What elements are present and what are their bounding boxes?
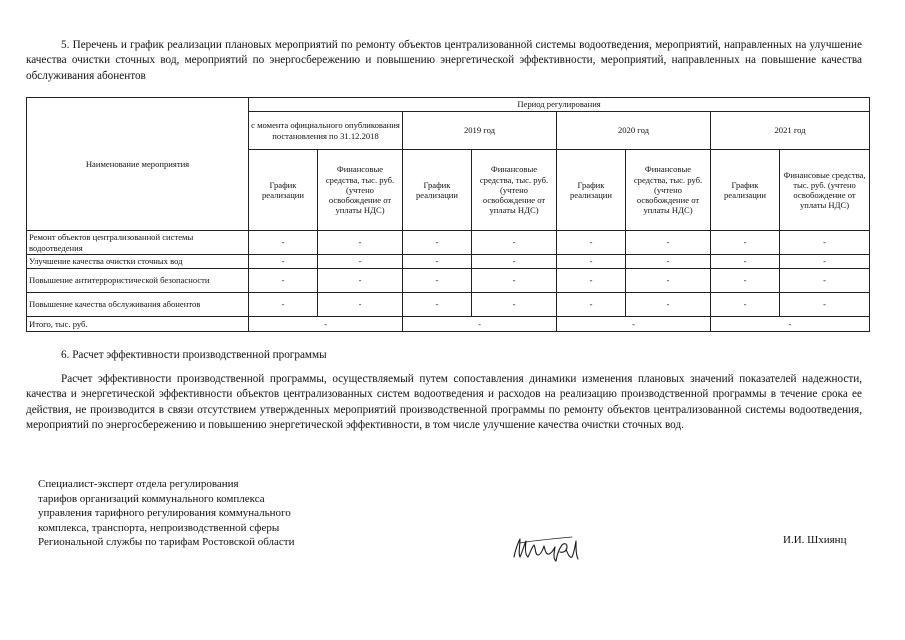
schedule-column-header: График реализации bbox=[557, 150, 626, 231]
section-6-text: Расчет эффективности производственной программы, осуществляемый путем сопоставления динамики изменения плановых значений показателей надежности, качества и энергетической эффективности объектов централизованных систем водоотведения и расходов на реализацию производственной программы в течение срока ее действия, не производится в связи отсутствием утвержденных мероприятий производственной программы по ремонту объектов централизованной системы водоотведения, мероприятий по энергосбережению и повышению энергетической эффективности, в том числе улучшение качества очистки сточных вод. bbox=[26, 373, 862, 431]
table-cell: - bbox=[403, 269, 472, 293]
table-cell: - bbox=[403, 293, 472, 317]
table-cell: - bbox=[472, 231, 557, 255]
table-row bbox=[27, 231, 870, 255]
signatory-line: Региональной службы по тарифам Ростовской области bbox=[38, 536, 295, 549]
table-cell: - bbox=[780, 269, 870, 293]
table-cell: - bbox=[711, 231, 780, 255]
period-header: Период регулирования bbox=[249, 98, 870, 112]
table-cell: - bbox=[780, 293, 870, 317]
name-column-header: Наименование мероприятия bbox=[27, 98, 249, 231]
table-cell: - bbox=[626, 269, 711, 293]
row-name: Улучшение качества очистки сточных вод bbox=[27, 255, 249, 269]
table-cell: - bbox=[403, 231, 472, 255]
table-cell: - bbox=[318, 269, 403, 293]
period-header-2021: 2021 год bbox=[711, 112, 870, 150]
table-cell: - bbox=[403, 255, 472, 269]
table-cell: - bbox=[557, 293, 626, 317]
table-cell: - bbox=[626, 231, 711, 255]
section-6-heading bbox=[26, 348, 862, 363]
row-name: Ремонт объектов централизованной системы водоотведения bbox=[27, 231, 249, 255]
table-cell: - bbox=[472, 255, 557, 269]
period-header-2019: 2019 год bbox=[403, 112, 557, 150]
total-cell: - bbox=[403, 317, 557, 332]
section-5-text: 5. Перечень и график реализации плановых мероприятий по ремонту объектов централизованной системы водоотведения, мероприятий, направленных на улучшение качества очистки сточных вод, мероприятий по энергосбережению и повышению энергетической эффективности, мероприятий, направленных на повышение качества обслуживания абонентов bbox=[26, 39, 862, 82]
schedule-column-header: График реализации bbox=[403, 150, 472, 231]
table-cell: - bbox=[249, 255, 318, 269]
table-cell: - bbox=[249, 269, 318, 293]
table-cell: - bbox=[318, 231, 403, 255]
signatory-line: Специалист-эксперт отдела регулирования bbox=[38, 478, 239, 490]
row-name: Повышение антитеррористической безопасности bbox=[27, 269, 249, 293]
table-cell: - bbox=[626, 293, 711, 317]
section-6-heading-text: 6. Расчет эффективности производственной программы bbox=[61, 349, 327, 361]
activities-table bbox=[26, 97, 870, 332]
table-cell: - bbox=[249, 231, 318, 255]
finance-column-header: Финансовые средства, тыс. руб. (учтено освобождение от уплаты НДС) bbox=[472, 150, 557, 231]
table-cell: - bbox=[318, 255, 403, 269]
table-cell: - bbox=[711, 255, 780, 269]
table-cell: - bbox=[249, 293, 318, 317]
table-cell: - bbox=[472, 269, 557, 293]
finance-column-header: Финансовые средства, тыс. руб. (учтено освобождение от уплаты НДС) bbox=[318, 150, 403, 231]
finance-column-header: Финансовые средства, тыс. руб. (учтено освобождение от уплаты НДС) bbox=[780, 150, 870, 231]
table-cell: - bbox=[711, 269, 780, 293]
total-row bbox=[27, 317, 870, 332]
table-cell: - bbox=[557, 231, 626, 255]
schedule-column-header: График реализации bbox=[249, 150, 318, 231]
signatory-line: тарифов организаций коммунального комплекса bbox=[38, 492, 265, 505]
period-header-2020: 2020 год bbox=[557, 112, 711, 150]
schedule-column-header: График реализации bbox=[711, 150, 780, 231]
table-cell: - bbox=[780, 255, 870, 269]
handwritten-signature bbox=[510, 531, 582, 565]
table-row bbox=[27, 255, 870, 269]
signatory-line: управления тарифного регулирования коммунального bbox=[38, 507, 291, 520]
table-cell: - bbox=[780, 231, 870, 255]
period-header-2018: с момента официального опубликования постановления по 31.12.2018 bbox=[249, 112, 403, 150]
table-row bbox=[27, 269, 870, 293]
table-row bbox=[27, 293, 870, 317]
total-label: Итого, тыс. руб. bbox=[27, 317, 249, 332]
signatory-line: комплекса, транспорта, непроизводственной сферы bbox=[38, 521, 280, 534]
finance-column-header: Финансовые средства, тыс. руб. (учтено освобождение от уплаты НДС) bbox=[626, 150, 711, 231]
table-cell: - bbox=[557, 269, 626, 293]
table-cell: - bbox=[318, 293, 403, 317]
section-6-paragraph bbox=[26, 372, 862, 433]
signatory-position bbox=[38, 477, 295, 550]
total-cell: - bbox=[711, 317, 870, 332]
table-cell: - bbox=[472, 293, 557, 317]
total-cell: - bbox=[249, 317, 403, 332]
section-5-paragraph bbox=[26, 38, 862, 84]
signatory-name: И.И. Шхиянц bbox=[783, 534, 847, 546]
table-cell: - bbox=[711, 293, 780, 317]
row-name: Повышение качества обслуживания абонентов bbox=[27, 293, 249, 317]
total-cell: - bbox=[557, 317, 711, 332]
table-cell: - bbox=[557, 255, 626, 269]
table-cell: - bbox=[626, 255, 711, 269]
